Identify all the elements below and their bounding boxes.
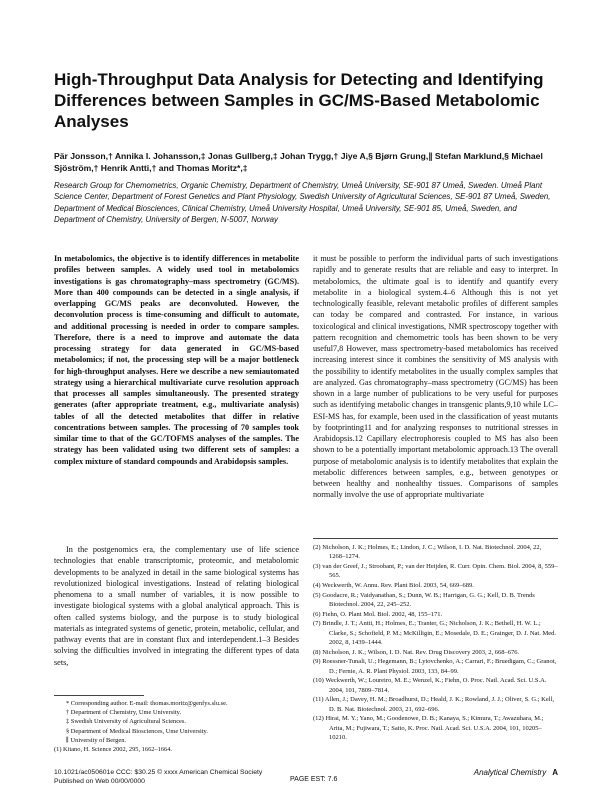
reference-item: (12) Hirai, M. Y.; Yano, M.; Goodenowe, D. B.; Kanaya, S.; Kimura, T.; Awazuhara, M.; Arita, M.; Fujiwara, T.; Saito, K. Proc. Natl. Acad. Sci. U.S.A. 2004, 101, 10205–10210. [313, 715, 544, 741]
doi-line [54, 768, 262, 786]
reference-item: (4) Weckwerth, W. Annu. Rev. Plant Biol. 2003, 54, 669–689. [313, 581, 474, 589]
reference-item: (8) Nicholson, J. K.; Wilson, I. D. Nat. Rev. Drug Discovery 2003, 2, 668–676. [313, 648, 520, 656]
reference-item: (1) Kitano, H. Science 2002, 295, 1662–1664. [54, 746, 173, 754]
page-estimate: PAGE EST: 7.6 [290, 776, 338, 783]
footnote: ∥ University of Bergen. [66, 736, 126, 744]
reference-item: (7) Brindle, J. T.; Antti, H.; Holmes, E.; Tranter, G.; Nicholson, J. K.; Bethell, H. W. L.; Clarke, S.; Schofield, P. M.; McKilligin, E.; Mosedale, D. E.; Grainger, D. J. Nat. Med. 2002, 8, 1439–1444. [313, 620, 557, 646]
footnote: ‡ Swedish University of Agricultural Sciences. [66, 718, 186, 726]
reference-item: (2) Nicholson, J. K.; Holmes, E.; Lindon, J. C.; Wilson, I. D. Nat. Biotechnol. 2004, 22, 1268–1274. [313, 544, 542, 561]
footnote: † Department of Chemistry, Ume University. [66, 709, 182, 717]
reference-item: (10) Weckwerth, W.; Loureiro, M. E.; Wenzel, K.; Fiehn, O. Proc. Natl. Acad. Sci. U.S.A. 2004, 101, 7809–7814. [313, 677, 547, 694]
reference-item: (11) Allen, J.; Davey, H. M.; Broadhurst, D.; Heald, J. K.; Rowland, J. J.; Oliver, S. G.; Kell, D. B. Nat. Biotechnol. 2003, 21, 692–696. [313, 696, 554, 713]
footnote-divider [54, 695, 144, 696]
footnote: § Department of Medical Biosciences, Ume University. [66, 727, 208, 735]
introduction-paragraph [54, 544, 299, 668]
author-list: Pär Jonsson,† Annika I. Johansson,‡ Jonas Gullberg,‡ Johan Trygg,† Jiye A,§ Bjørn Grung,∥ Stefan Marklund,§ Michael Sjöström,† Henrik Antti,† and Thomas Moritz*,‡ [54, 151, 543, 173]
abstract [54, 253, 299, 467]
reference-item: (6) Fiehn, O. Plant Mol. Biol. 2002, 48, 155–171. [313, 610, 443, 618]
article-title: High-Throughput Data Analysis for Detecting and Identifying Differences between Samples in GC/MS-Based Metabolomic Analyses [54, 70, 544, 131]
abstract-text: In metabolomics, the objective is to identify differences in metabolite profiles between samples. A widely used tool in metabolomics investigations is gas chromatography–mass spectrometry (GC/MS). More than 400 compounds can be detected in a single analysis, if overlapping GC/MS peaks are deconvoluted. However, the deconvolution process is time-consuming and difficult to automate, and additional processing is needed in order to compare samples. Therefore, there is a need to improve and automate the data processing strategy for data generated in GC/MS-based metabolomics; if not, the processing step will be a major bottleneck for high-throughput analyses. Here we describe a new semiautomated strategy using a hierarchical multivariate curve resolution approach that processes all samples simultaneously. The presented strategy generates (after appropriate treatment, e.g., multivariate analysis) tables of all the detected metabolites that differ in relative concentrations between samples. The processing of 70 samples took similar time to that of the GC/TOFMS analyses of the samples. The strategy has been validated using two different sets of samples: a complex mixture of standard compounds and Arabidopsis samples. [54, 254, 299, 466]
page-letter: A [552, 768, 558, 777]
reference-item: (9) Roessner-Tunali, U.; Hegemann, B.; Lytovchenko, A.; Carrari, F.; Bruedigam, C.; Granot, D.; Fernie, A. R. Plant Physiol. 2003, 133, 84–99. [313, 658, 557, 675]
reference-item: (3) van der Greef, J.; Stroobant, P.; van der Heijden, R. Curr. Opin. Chem. Biol. 2004, 8, 559–565. [313, 562, 558, 580]
reference-item: (5) Goodacre, R.; Vaidyanathan, S.; Dunn, W. B.; Harrigan, G. G.; Kell, D. B. Trends Biotechnol. 2004, 22, 245–252. [313, 591, 535, 608]
published-date: Published on Web 00/00/0000 [54, 778, 145, 785]
right-column-text: it must be possible to perform the individual parts of such investigations rapidly and to generate results that are reliable and easy to interpret. In metabolomics, the ultimate goal is to identify and quantify every metabolite in a biological system.4–6 Although this is not yet technologically feasible, relevant metabolic profiles of different samples can today be compared and contrasted. For instance, in various toxicological and clinical investigations, NMR spectroscopy together with pattern recognition and chemometric tools has been shown to be very useful7,8 However, mass spectrometry-based metabolomics has received increasing interest since it combines the sensitivity of MS analysis with the possibility to identify metabolites in the usually complex samples that are analyzed. Gas chromatography–mass spectrometry (GC/MS) has been shown in a large number of publications to be very useful for purposes such as identifying metabolic changes in transgenic plants,9,10 while LC–ESI-MS has, for example, been used in the classification of yeast mutants by footprinting11 and for analyzing responses to nutritional stresses in Arabidopsis.12 Capillary electrophoresis coupled to MS has also been shown to be a potentially important metabolomic approach.13 The overall purpose of metabolomic analysis is to identify metabolites that explain the metabolic differences between samples, e.g., between genotypes or between healthy and nonhealthy tissues. Comparisons of samples normally involve the use of appropriate multivariate [313, 254, 558, 500]
doi-text: 10.1021/ac050601e CCC: $30.25 © xxxx American Chemical Society [54, 769, 263, 776]
references-divider [313, 538, 558, 539]
affiliations: Research Group for Chemometrics, Organic Chemistry, Department of Chemistry, Umeå University, SE-901 87 Umeå, Sweden. Umeå Plant Science Center, Department of Forest Genetics and Plant Physiology, Swedish University of Agricultural Sciences, SE-901 87 Umeå, Sweden, Department of Medical Biosciences, Clinical Chemistry, Umeå University Hospital, Umeå University, SE-901 85, Umeå, Sweden, and Department of Chemistry, University of Bergen, N-5007, Norway [54, 181, 551, 224]
journal-name: Analytical Chemistry [473, 768, 547, 777]
right-column-body [313, 253, 558, 501]
intro-text: In the postgenomics era, the complementary use of life science technologies that enable transcriptomic, proteomic, and metabolomic developments to be analyzed in detail in the same biological systems has revolutionized biological investigations. Instead of relating biological phenomena to a small number of variables, it is now possible to investigate biological systems with a global analytical approach. This is often called systems biology, and the purpose is to study biological materials as integrated systems of genetic, protein, metabolic, cellular, and pathway events that are in constant flux and interdependent.1–3 Besides solving the difficulties involved in integrating the different types of data sets, [54, 545, 299, 667]
reference-list [313, 543, 558, 743]
footnote: * Corresponding author. E-mail: thomas.moritz@genfys.slu.se. [66, 700, 228, 707]
footnotes [54, 699, 299, 754]
journal-footer [474, 768, 558, 777]
